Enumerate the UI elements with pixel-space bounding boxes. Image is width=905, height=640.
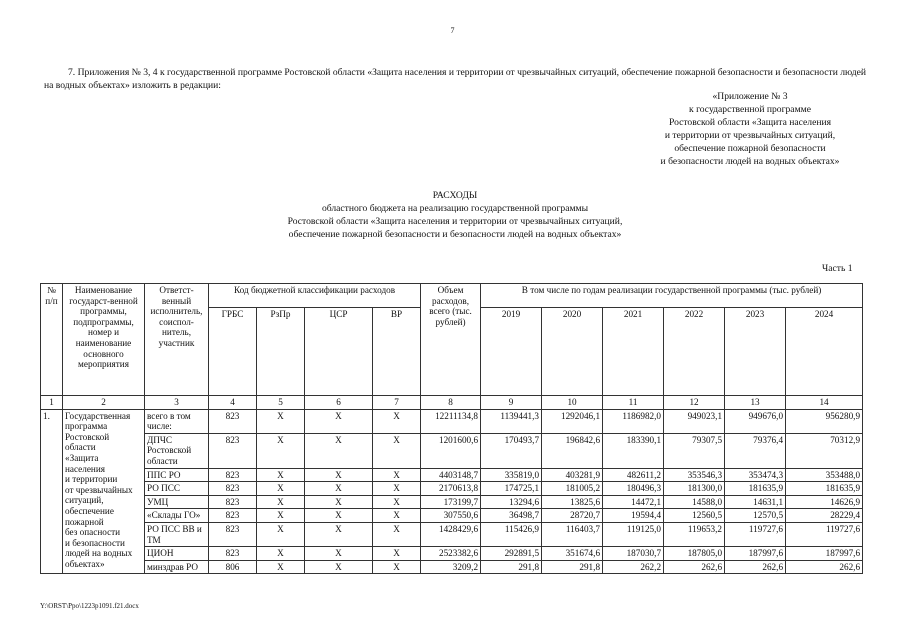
executor-cell: ДПЧС Ростовской области <box>145 433 209 468</box>
header-budget-code: Код бюджетной классификации расходов <box>209 284 421 308</box>
column-number: 12 <box>664 396 725 410</box>
y2020-cell: 181005,2 <box>542 482 603 496</box>
vr-cell: X <box>373 433 421 468</box>
rzpr-cell: X <box>257 433 305 468</box>
table-row <box>41 495 863 509</box>
expenses-table <box>40 283 863 574</box>
appendix-line: «Приложение № 3 <box>712 91 788 102</box>
y2022-cell: 187805,0 <box>664 547 725 561</box>
y2023-cell: 79376,4 <box>725 433 786 468</box>
header-year: 2021 <box>603 308 664 396</box>
y2020-cell: 196842,6 <box>542 433 603 468</box>
column-number: 1 <box>41 396 63 410</box>
grbs-cell: 823 <box>209 509 257 523</box>
column-number: 2 <box>63 396 145 410</box>
program-name-line: пожарной <box>65 516 104 527</box>
y2024-cell: 187997,6 <box>786 547 863 561</box>
y2023-cell: 12570,5 <box>725 509 786 523</box>
program-name-line: и территории <box>65 474 118 485</box>
total-cell: 1428429,6 <box>421 522 481 546</box>
page-number: 7 <box>450 26 455 35</box>
column-number: 4 <box>209 396 257 410</box>
y2019-cell: 36498,7 <box>481 509 542 523</box>
rzpr-cell: X <box>257 547 305 561</box>
table-row <box>41 468 863 482</box>
program-name-line: области <box>65 442 96 453</box>
table-row <box>41 547 863 561</box>
y2019-cell: 170493,7 <box>481 433 542 468</box>
y2023-cell: 14631,1 <box>725 495 786 509</box>
column-number: 10 <box>542 396 603 410</box>
vr-cell: X <box>373 509 421 523</box>
column-number: 7 <box>373 396 421 410</box>
csr-cell: X <box>305 409 373 433</box>
header-volume: Объем расходов, всего (тыс. рублей) <box>421 284 481 396</box>
appendix-line: к государственной программе <box>689 104 811 115</box>
y2023-cell: 187997,6 <box>725 547 786 561</box>
y2022-cell: 949023,1 <box>664 409 725 433</box>
appendix-line: Ростовской области «Защита населения <box>668 117 832 128</box>
vr-cell: X <box>373 495 421 509</box>
program-name-line: обеспечение <box>65 505 114 516</box>
rzpr-cell: X <box>257 482 305 496</box>
title-line: областного бюджета на реализацию государственной программы <box>321 203 589 214</box>
rzpr-cell: X <box>257 468 305 482</box>
y2019-cell: 1139441,3 <box>481 409 542 433</box>
y2020-cell: 403281,9 <box>542 468 603 482</box>
csr-cell: X <box>305 468 373 482</box>
executor-cell: УМЦ <box>145 495 209 509</box>
csr-cell: X <box>305 495 373 509</box>
y2023-cell: 262,6 <box>725 560 786 574</box>
column-number: 6 <box>305 396 373 410</box>
program-name-line: ситуаций, <box>65 495 104 506</box>
y2024-cell: 181635,9 <box>786 482 863 496</box>
csr-cell: X <box>305 482 373 496</box>
header-year: 2019 <box>481 308 542 396</box>
column-number: 11 <box>603 396 664 410</box>
y2022-cell: 353546,3 <box>664 468 725 482</box>
total-cell: 12211134,8 <box>421 409 481 433</box>
y2021-cell: 1186982,0 <box>603 409 664 433</box>
part-label: Часть 1 <box>822 263 853 274</box>
row-number: 1. <box>41 409 63 574</box>
y2021-cell: 187030,7 <box>603 547 664 561</box>
y2024-cell: 14626,9 <box>786 495 863 509</box>
appendix-line: и безопасности людей на водных объектах» <box>660 156 840 167</box>
header-executor: Ответст-венный исполнитель, соиспол-нитель, участник <box>145 284 209 396</box>
executor-cell: ЦИОН <box>145 547 209 561</box>
csr-cell: X <box>305 522 373 546</box>
rzpr-cell: X <box>257 409 305 433</box>
intro-paragraph: 7. Приложения № 3, 4 к государственной программе Ростовской области «Защита населения и территории от чрезвычайных ситуаций, обеспечение пожарной безопасности и безопасности людей на водных объектах» изложить в редакции: <box>44 67 866 91</box>
y2020-cell: 28720,7 <box>542 509 603 523</box>
y2020-cell: 116403,7 <box>542 522 603 546</box>
column-number: 9 <box>481 396 542 410</box>
executor-cell: ППС РО <box>145 468 209 482</box>
grbs-cell: 823 <box>209 482 257 496</box>
y2020-cell: 351674,6 <box>542 547 603 561</box>
executor-cell: «Склады ГО» <box>145 509 209 523</box>
program-name-line: объектах» <box>65 558 105 569</box>
header-rzpr: РзПр <box>257 308 305 396</box>
table-row <box>41 522 863 546</box>
program-name-line: людей на водных <box>65 548 133 559</box>
y2022-cell: 14588,0 <box>664 495 725 509</box>
y2022-cell: 181300,0 <box>664 482 725 496</box>
title-line: обеспечение пожарной безопасности и безопасности людей на водных объектах» <box>288 229 622 240</box>
program-name-line: программа <box>65 421 108 432</box>
y2023-cell: 949676,0 <box>725 409 786 433</box>
program-name-line: «Защита <box>65 452 99 463</box>
table-row <box>41 482 863 496</box>
y2021-cell: 19594,4 <box>603 509 664 523</box>
total-cell: 2170613,8 <box>421 482 481 496</box>
y2021-cell: 119125,0 <box>603 522 664 546</box>
rzpr-cell: X <box>257 522 305 546</box>
y2021-cell: 482611,2 <box>603 468 664 482</box>
grbs-cell: 823 <box>209 547 257 561</box>
grbs-cell: 806 <box>209 560 257 574</box>
csr-cell: X <box>305 433 373 468</box>
header-year: 2024 <box>786 308 863 396</box>
executor-cell: РО ПСС <box>145 482 209 496</box>
vr-cell: X <box>373 560 421 574</box>
rzpr-cell: X <box>257 509 305 523</box>
total-cell: 173199,7 <box>421 495 481 509</box>
document-title <box>200 189 710 241</box>
total-cell: 4403148,7 <box>421 468 481 482</box>
program-name-line: Ростовской <box>65 431 110 442</box>
y2024-cell: 353488,0 <box>786 468 863 482</box>
executor-cell: минздрав РО <box>145 560 209 574</box>
program-name <box>63 409 145 574</box>
y2023-cell: 181635,9 <box>725 482 786 496</box>
y2024-cell: 119727,6 <box>786 522 863 546</box>
program-name-line: от чрезвычайных <box>65 484 133 495</box>
title-line: Ростовской области «Защита населения и территории от чрезвычайных ситуаций, <box>287 216 623 227</box>
file-path-footer: Y:\ORST\Ppo\1223p1091.f21.docx <box>40 602 139 610</box>
csr-cell: X <box>305 509 373 523</box>
column-number: 5 <box>257 396 305 410</box>
y2021-cell: 180496,3 <box>603 482 664 496</box>
vr-cell: X <box>373 522 421 546</box>
table-header-row <box>41 284 863 308</box>
total-cell: 3209,2 <box>421 560 481 574</box>
y2023-cell: 353474,3 <box>725 468 786 482</box>
executor-cell: РО ПСС ВВ и ТМ <box>145 522 209 546</box>
grbs-cell: 823 <box>209 433 257 468</box>
header-year: 2020 <box>542 308 603 396</box>
header-vr: ВР <box>373 308 421 396</box>
header-num: № п/п <box>41 284 63 396</box>
column-number: 13 <box>725 396 786 410</box>
grbs-cell: 823 <box>209 522 257 546</box>
header-name: Наименование государст-венной программы, подпрограммы, номер и наименование основного мероприятия <box>63 284 145 396</box>
header-year: 2022 <box>664 308 725 396</box>
y2022-cell: 12560,5 <box>664 509 725 523</box>
appendix-line: обеспечение пожарной безопасности <box>674 143 826 154</box>
table-row <box>41 509 863 523</box>
program-name-line: без опасности <box>65 527 121 538</box>
rzpr-cell: X <box>257 560 305 574</box>
y2024-cell: 70312,9 <box>786 433 863 468</box>
y2021-cell: 183390,1 <box>603 433 664 468</box>
column-number: 8 <box>421 396 481 410</box>
column-number: 3 <box>145 396 209 410</box>
y2019-cell: 13294,6 <box>481 495 542 509</box>
rzpr-cell: X <box>257 495 305 509</box>
appendix-caption <box>650 90 850 168</box>
header-csr: ЦСР <box>305 308 373 396</box>
program-name-line: населения <box>65 463 105 474</box>
y2023-cell: 119727,6 <box>725 522 786 546</box>
y2022-cell: 119653,2 <box>664 522 725 546</box>
total-cell: 307550,6 <box>421 509 481 523</box>
table-row <box>41 433 863 468</box>
csr-cell: X <box>305 560 373 574</box>
vr-cell: X <box>373 482 421 496</box>
y2022-cell: 262,6 <box>664 560 725 574</box>
y2024-cell: 956280,9 <box>786 409 863 433</box>
vr-cell: X <box>373 468 421 482</box>
csr-cell: X <box>305 547 373 561</box>
y2019-cell: 115426,9 <box>481 522 542 546</box>
y2024-cell: 262,6 <box>786 560 863 574</box>
y2020-cell: 291,8 <box>542 560 603 574</box>
grbs-cell: 823 <box>209 468 257 482</box>
executor-cell: всего в том числе: <box>145 409 209 433</box>
y2020-cell: 13825,6 <box>542 495 603 509</box>
table-row <box>41 409 863 433</box>
y2019-cell: 292891,5 <box>481 547 542 561</box>
y2021-cell: 14472,1 <box>603 495 664 509</box>
vr-cell: X <box>373 409 421 433</box>
table-row <box>41 560 863 574</box>
y2019-cell: 335819,0 <box>481 468 542 482</box>
title-heading: РАСХОДЫ <box>432 190 478 201</box>
total-cell: 1201600,6 <box>421 433 481 468</box>
program-name-line: Государственная <box>65 410 131 421</box>
y2019-cell: 291,8 <box>481 560 542 574</box>
y2024-cell: 28229,4 <box>786 509 863 523</box>
column-number: 14 <box>786 396 863 410</box>
y2021-cell: 262,2 <box>603 560 664 574</box>
header-years: В том числе по годам реализации государственной программы (тыс. рублей) <box>481 284 863 308</box>
total-cell: 2523382,6 <box>421 547 481 561</box>
y2019-cell: 174725,1 <box>481 482 542 496</box>
grbs-cell: 823 <box>209 409 257 433</box>
y2022-cell: 79307,5 <box>664 433 725 468</box>
column-number-row <box>41 396 863 410</box>
appendix-line: и территории от чрезвычайных ситуаций, <box>664 130 836 141</box>
program-name-line: и безопасности <box>65 537 125 548</box>
vr-cell: X <box>373 547 421 561</box>
header-grbs: ГРБС <box>209 308 257 396</box>
grbs-cell: 823 <box>209 495 257 509</box>
header-year: 2023 <box>725 308 786 396</box>
y2020-cell: 1292046,1 <box>542 409 603 433</box>
